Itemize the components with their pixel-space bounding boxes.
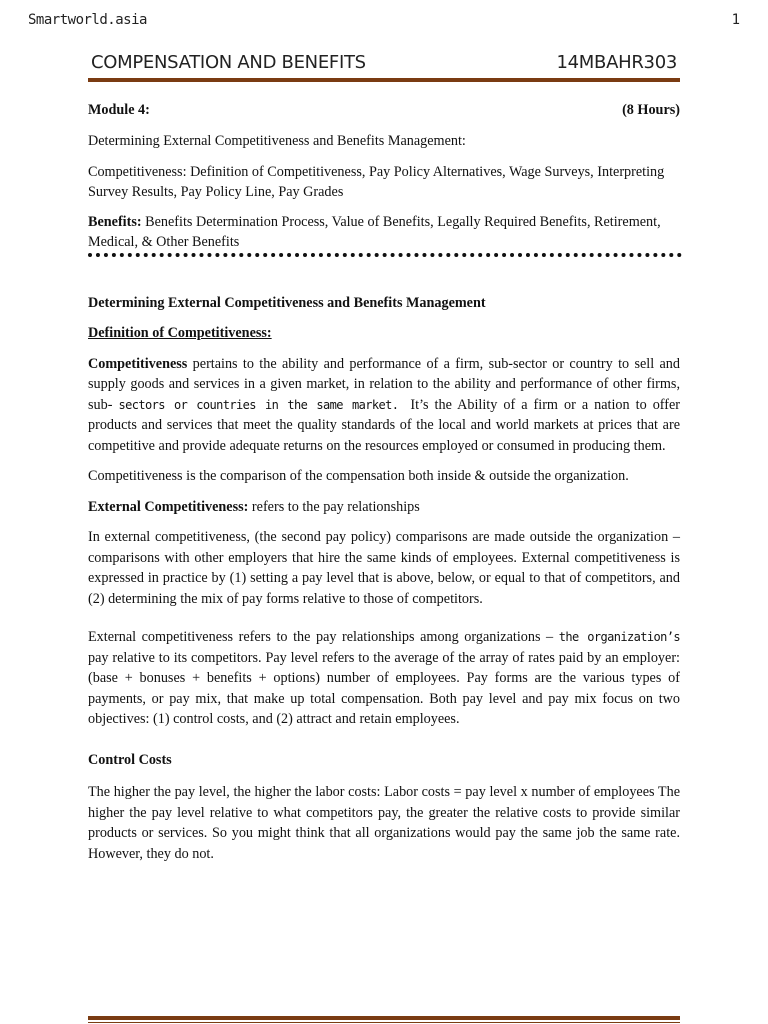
module-hours: (8 Hours) — [622, 102, 680, 118]
header-title: COMPENSATION AND BENEFITS — [91, 52, 366, 73]
paragraph-external-def: External Competitiveness: refers to the pay relationships — [88, 498, 420, 515]
course-code: 14MBAHR303 — [556, 52, 677, 73]
document-body — [88, 100, 680, 864]
benefits-topics — [88, 212, 680, 253]
module-row — [88, 100, 680, 122]
footer-rule-thin — [88, 1022, 680, 1023]
page-header — [88, 50, 680, 80]
module-label: Module 4: — [88, 102, 150, 118]
competitiveness-topics: Competitiveness: Definition of Competitiveness, Pay Policy Alternatives, Wage Surveys, Interpreting Survey Results, Pay Policy Line, Pay Grades — [88, 163, 665, 200]
term-external-competitiveness: External Competitiveness: — [88, 498, 249, 515]
header-rule — [88, 78, 680, 82]
page-number: 1 — [731, 12, 740, 28]
benefits-label: Benefits: — [88, 213, 142, 230]
section-heading: Determining External Competitiveness and Benefits Management — [88, 294, 486, 311]
definition-heading: Definition of Competitiveness: — [88, 325, 272, 341]
paragraph-competitiveness: Competitiveness pertains to the ability and performance of a firm, sub-sector or country to sell and supply goods and services in a given market, in relation to the ability and performance of other firms, sub- sectors or countries in the same market. It’s the Ability of a firm or a nation to offer products and services that meet the quality standards of the local and world markets at prices that are competitive and provide adequate returns on the resources employed or consumed in producing them. — [88, 355, 681, 454]
term-competitiveness: Competitiveness — [88, 355, 188, 372]
paragraph-pay-relationships: External competitiveness refers to the pay relationships among organizations – the organization’s pay relative to its competitors. Pay level refers to the average of the array of rates paid by an employer: (base + bonuses + benefits + options) number of employees. Pay forms are the various types of payments, or pay mix, that make up total compensation. Both pay level and pay mix focus on two objectives: (1) control costs, and (2) attract and retain employees. — [88, 629, 681, 727]
footer-rule — [88, 1016, 680, 1020]
watermark: Smartworld.asia — [28, 12, 147, 28]
paragraph-external-practice: In external competitiveness, (the second pay policy) comparisons are made outside the organization – comparisons with other employers that hire the same kinds of employees. External competitiveness is expressed in practice by (1) setting a pay level that is above, below, or equal to that of competitors, and (2) determining the mix of pay forms relative to those of competitors. — [88, 529, 680, 607]
paragraph-comparison: Competitiveness is the comparison of the compensation both inside & outside the organization. — [88, 468, 629, 484]
paragraph-control-costs: The higher the pay level, the higher the labor costs: Labor costs = pay level x number of employees The higher the pay level relative to what competitors pay, the greater the relative costs to provide similar products or services. So you might think that all organizations would pay the same job the same rate. However, they do not. — [88, 784, 680, 862]
dotted-divider — [88, 253, 682, 257]
benefits-topics-text: Benefits Determination Process, Value of Benefits, Legally Required Benefits, Retirement, Medical, & Other Benefits — [88, 213, 661, 250]
control-costs-heading: Control Costs — [88, 751, 172, 768]
module-subtitle: Determining External Competitiveness and Benefits Management: — [88, 133, 466, 149]
